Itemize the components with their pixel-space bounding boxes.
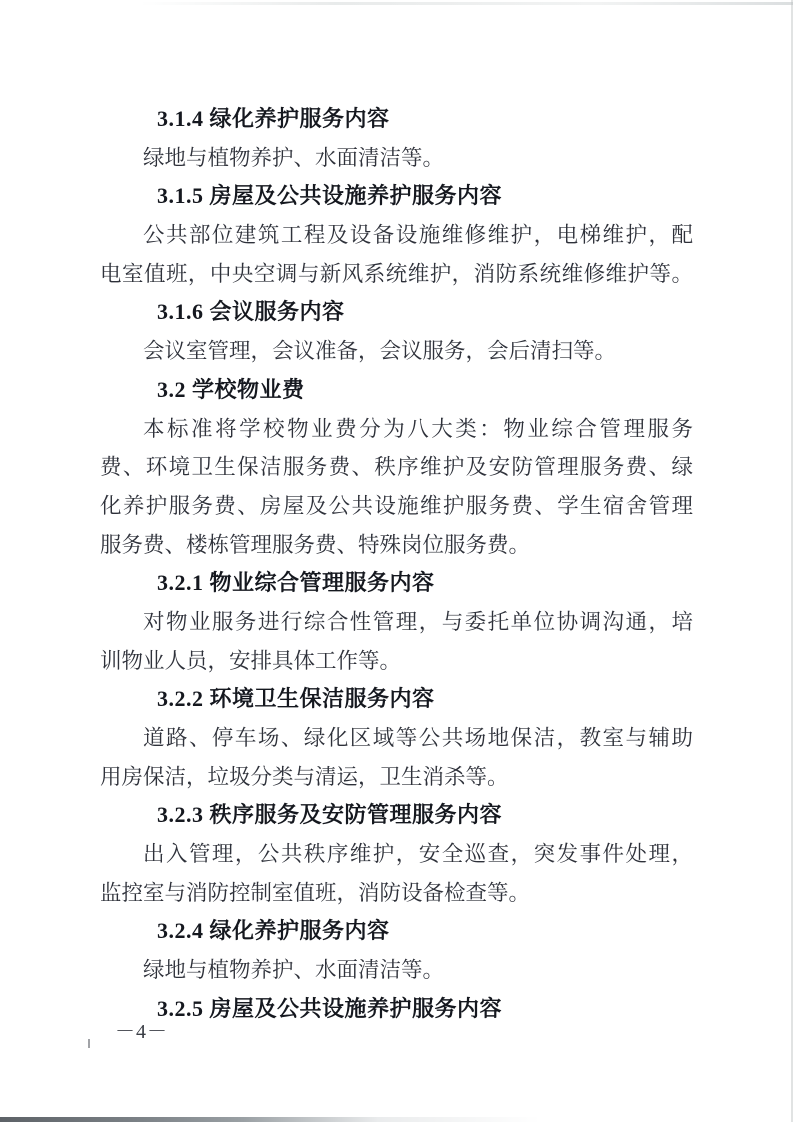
paragraph-line: 会议室管理，会议准备，会议服务，会后清扫等。 — [143, 339, 617, 364]
paragraph-line: 道路、停车场、绿化区域等公共场地保洁，教室与辅助 — [143, 726, 693, 750]
paragraph-line: 本标准将学校物业费分为八大类：物业综合管理服务 — [143, 416, 693, 441]
paragraph-line: 绿地与植物养护、水面清洁等。 — [143, 145, 445, 170]
heading-3-2-1: 3.2.1 物业综合管理服务内容 — [157, 570, 435, 596]
heading-3-1-6: 3.1.6 会议服务内容 — [157, 299, 345, 325]
heading-3-2-2: 3.2.2 环境卫生保洁服务内容 — [157, 686, 435, 712]
paragraph-line: 对物业服务进行综合性管理，与委托单位协调沟通，培 — [143, 609, 693, 634]
page-number: －4－ — [115, 1021, 168, 1043]
paragraph-line: 出入管理，公共秩序维护，安全巡查，突发事件处理， — [143, 842, 693, 867]
paragraph-line: 电室值班，中央空调与新风系统维护，消防系统维修维护等。 — [100, 261, 693, 286]
scan-artifact-stray-mark — [88, 1039, 90, 1048]
heading-3-2-4: 3.2.4 绿化养护服务内容 — [157, 918, 390, 944]
paragraph-line: 公共部位建筑工程及设备设施维修维护，电梯维护，配 — [143, 223, 693, 248]
document-body — [100, 0, 693, 1029]
paragraph-line: 监控室与消防控制室值班，消防设备检查等。 — [100, 880, 531, 905]
heading-3-2-5: 3.2.5 房屋及公共设施养护服务内容 — [157, 995, 503, 1021]
paragraph-line: 训物业人员，安排具体工作等。 — [100, 648, 402, 673]
scan-artifact-bottom-edge — [0, 1117, 540, 1122]
paragraph-line: 服务费、楼栋管理服务费、特殊岗位服务费。 — [100, 532, 531, 557]
heading-3-2-3: 3.2.3 秩序服务及安防管理服务内容 — [157, 802, 503, 828]
paragraph-line: 化养护服务费、房屋及公共设施维护服务费、学生宿舍管理 — [100, 493, 693, 518]
paragraph-line: 绿地与植物养护、水面清洁等。 — [143, 958, 445, 983]
heading-3-1-4: 3.1.4 绿化养护服务内容 — [157, 106, 390, 131]
heading-3-2: 3.2 学校物业费 — [157, 376, 305, 402]
paragraph-line: 用房保洁，垃圾分类与清运，卫生消杀等。 — [100, 764, 509, 789]
heading-3-1-5: 3.1.5 房屋及公共设施养护服务内容 — [157, 183, 503, 209]
paragraph-line: 费、环境卫生保洁服务费、秩序维护及安防管理服务费、绿 — [100, 455, 693, 480]
